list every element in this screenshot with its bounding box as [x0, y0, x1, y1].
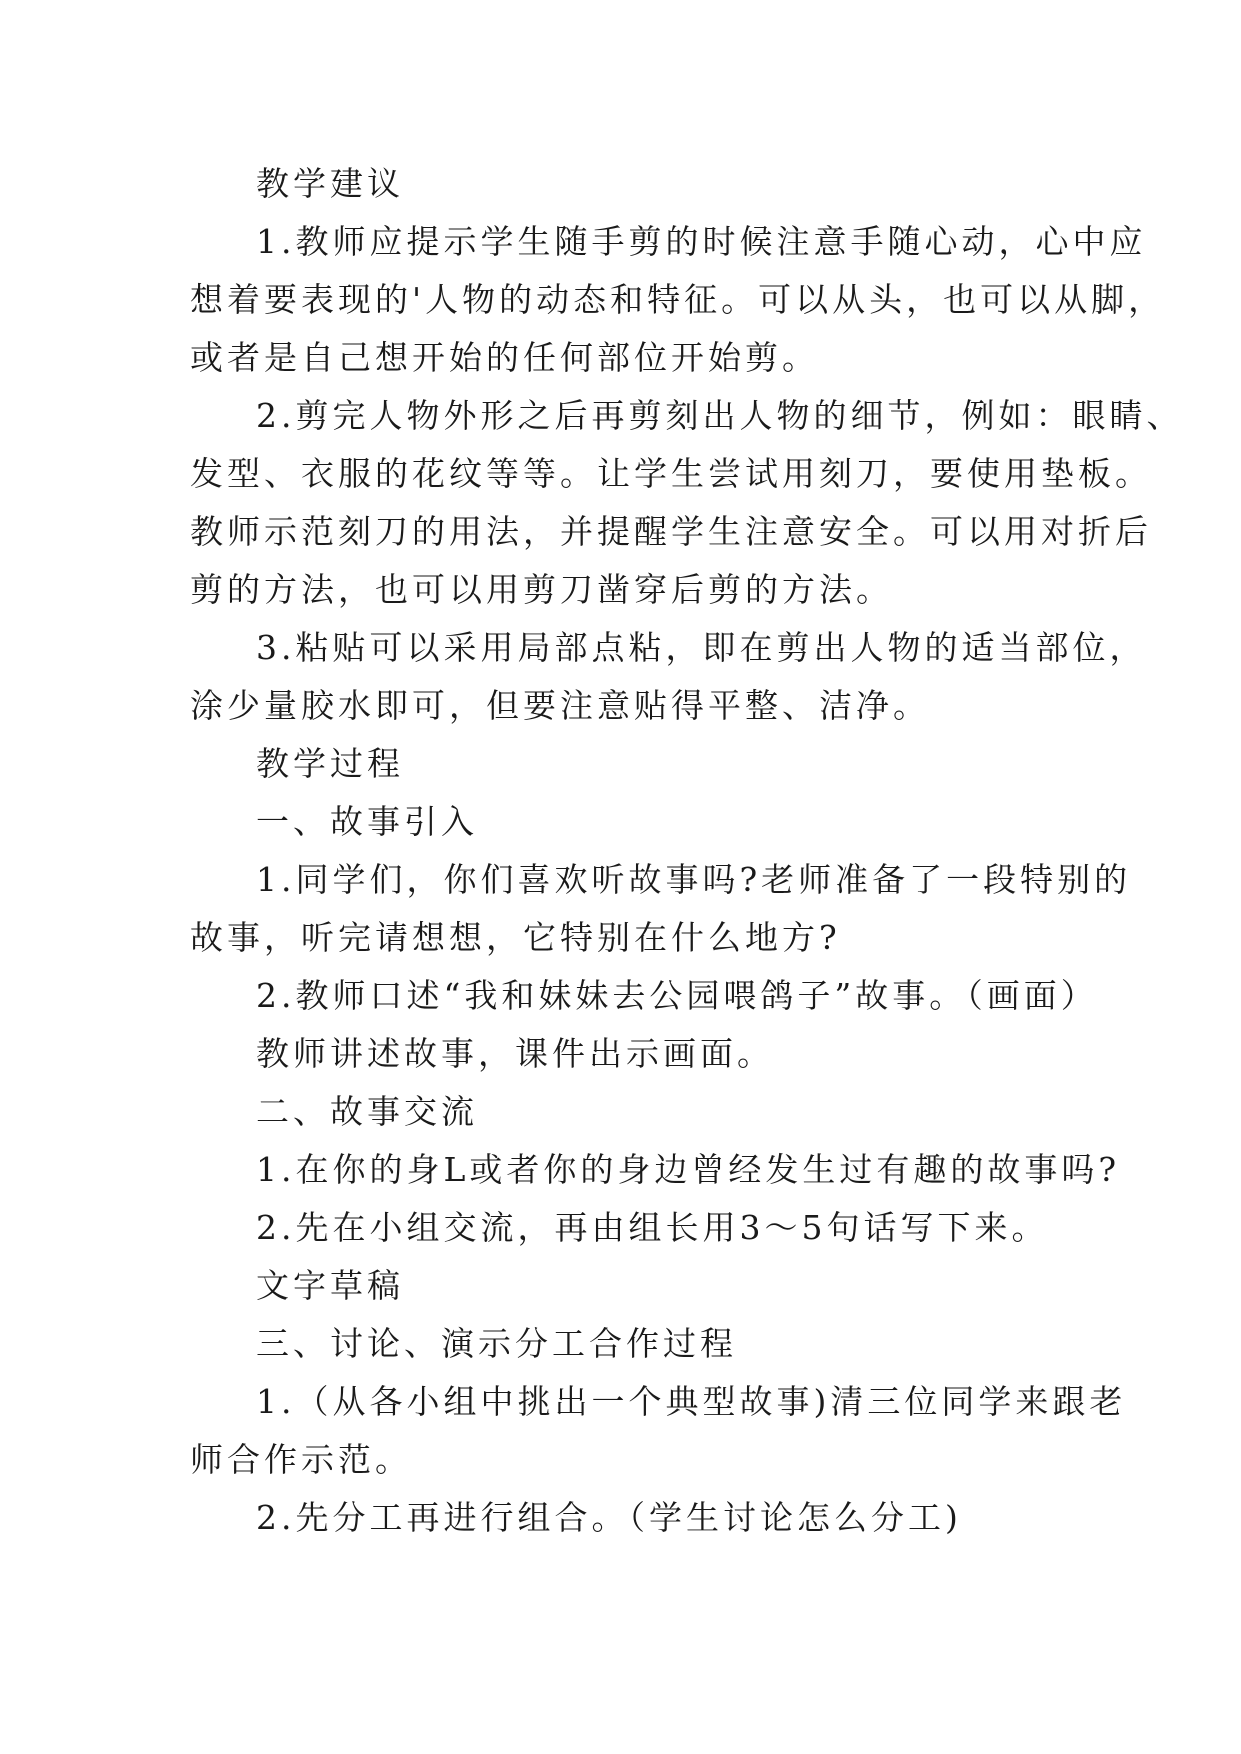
paragraph-line: 文字草稿: [256, 1266, 404, 1305]
paragraph-line: 3.粘贴可以采用局部点粘，即在剪出人物的适当部位，: [256, 628, 1147, 667]
paragraph-line: 2.教师口述“我和妹妹去公园喂鸽子”故事。（画面）: [256, 976, 1098, 1015]
subsection-heading: 三、讨论、演示分工合作过程: [256, 1324, 737, 1363]
paragraph-line: 1.在你的身L或者你的身边曾经发生过有趣的故事吗?: [256, 1150, 1121, 1189]
paragraph-line: 教师讲述故事，课件出示画面。: [256, 1034, 774, 1073]
paragraph-line: 或者是自己想开始的任何部位开始剪。: [190, 338, 819, 377]
paragraph-line: 2.剪完人物外形之后再剪刻出人物的细节，例如：眼睛、: [256, 396, 1184, 435]
subsection-heading: 一、故事引入: [256, 802, 478, 841]
paragraph-line: 1.教师应提示学生随手剪的时候注意手随心动，心中应: [256, 222, 1147, 261]
paragraph-line: 教师示范刻刀的用法，并提醒学生注意安全。可以用对折后: [190, 512, 1152, 551]
section-heading-teaching-process: 教学过程: [256, 744, 404, 783]
paragraph-line: 想着要表现的'人物的动态和特征。可以从头，也可以从脚，: [190, 280, 1166, 319]
section-heading-teaching-suggestions: 教学建议: [256, 164, 404, 203]
paragraph-line: 2.先在小组交流，再由组长用3～5句话写下来。: [256, 1208, 1049, 1247]
paragraph-line: 2.先分工再进行组合。（学生讨论怎么分工): [256, 1498, 962, 1537]
paragraph-line: 发型、衣服的花纹等等。让学生尝试用刻刀，要使用垫板。: [190, 454, 1152, 493]
document-page: [190, 155, 1184, 1547]
paragraph-line: 剪的方法，也可以用剪刀凿穿后剪的方法。: [190, 570, 893, 609]
paragraph-line: 1.同学们，你们喜欢听故事吗?老师准备了一段特别的: [256, 860, 1132, 899]
subsection-heading: 二、故事交流: [256, 1092, 478, 1131]
paragraph-line: 1.（从各小组中挑出一个典型故事)清三位同学来跟老: [256, 1382, 1127, 1421]
paragraph-line: 涂少量胶水即可，但要注意贴得平整、洁净。: [190, 686, 930, 725]
paragraph-line: 师合作示范。: [190, 1440, 412, 1479]
paragraph-line: 故事，听完请想想，它特别在什么地方?: [190, 918, 841, 957]
